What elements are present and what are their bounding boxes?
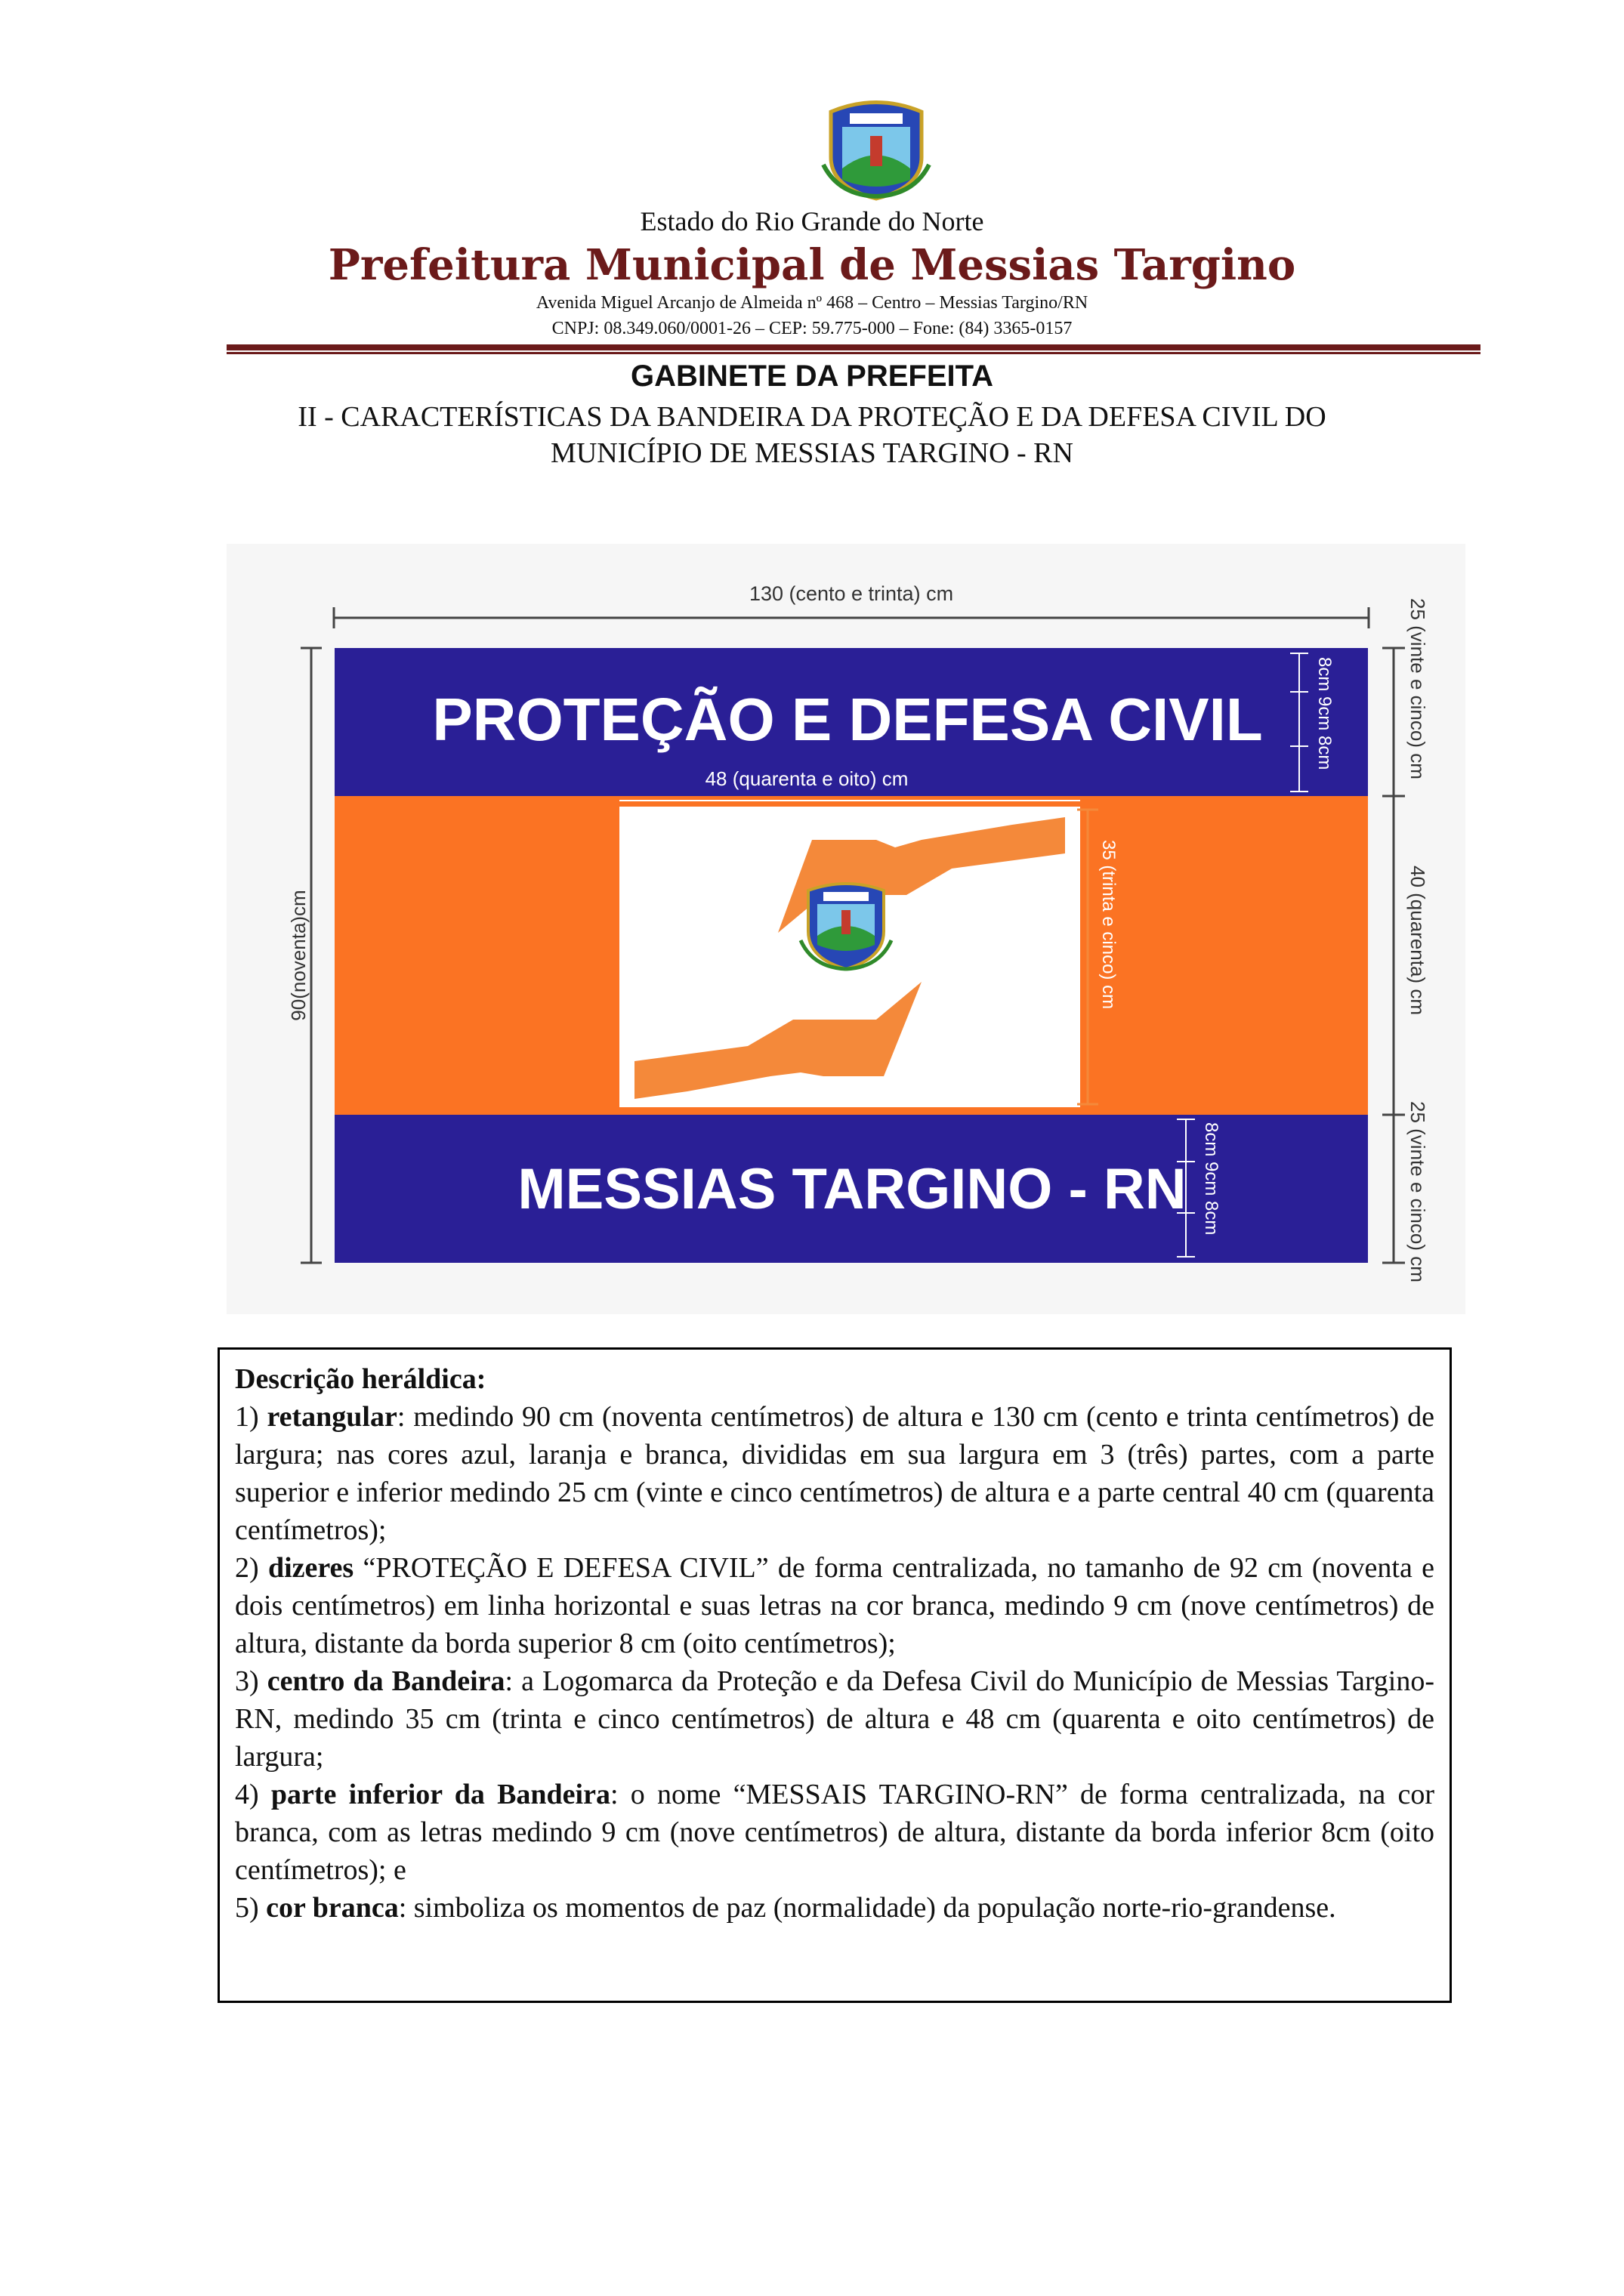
header-rule-thick	[227, 344, 1480, 350]
description-item: 4) parte inferior da Bandeira: o nome “MESSAIS TARGINO-RN” de forma centralizada, na cor branca, com as letras medindo 9 cm (nove centímetros) de altura, distante da borda inferior 8cm (oito centímetros); e	[235, 1779, 1434, 1886]
section-subtitle-line2: MUNICÍPIO DE MESSIAS TARGINO - RN	[551, 437, 1073, 469]
heraldic-description-box	[218, 1347, 1452, 2003]
flag-crest-icon	[801, 884, 891, 969]
description-item: 2) dizeres “PROTEÇÃO E DEFESA CIVIL” de forma centralizada, no tamanho de 92 cm (noventa e dois centímetros) em linha horizontal e suas letras na cor branca, medindo 9 cm (nove centímetros) de altura, distante da borda superior 8 cm (oito centímetros);	[235, 1552, 1434, 1659]
prefecture-title: Prefeitura Municipal de Messias Targino	[328, 240, 1296, 290]
logo-width-label: 48 (quarenta e oito) cm	[705, 767, 909, 790]
section-title: GABINETE DA PREFEITA	[630, 360, 994, 393]
header-rule-thin	[227, 352, 1480, 354]
description-item: 1) retangular: medindo 90 cm (noventa centímetros) de altura e 130 cm (cento e trinta centímetros) de largura; nas cores azul, laranja e branca, divididas em sua largura em 3 (três) partes, com a parte superior e inferior medindo 25 cm (vinte e cinco centímetros) de altura e a parte central 40 cm (quarenta centímetros);	[235, 1401, 1434, 1546]
section-subtitle-line1: II - CARACTERÍSTICAS DA BANDEIRA DA PROTEÇÃO E DA DEFESA CIVIL DO	[298, 401, 1326, 433]
municipal-crest-icon	[808, 97, 944, 202]
address-line: Avenida Miguel Arcanjo de Almeida nº 468 – Centro – Messias Targino/RN	[536, 293, 1088, 313]
top-band-dim-label: 25 (vinte e cinco) cm	[1406, 598, 1429, 779]
width-dimension-label: 130 (cento e trinta) cm	[749, 582, 954, 605]
middle-band-dim-label: 40 (quarenta) cm	[1406, 866, 1429, 1015]
state-name: Estado do Rio Grande do Norte	[640, 206, 984, 236]
flag-diagram	[227, 544, 1465, 1314]
description-heading: Descrição heráldica:	[235, 1363, 486, 1395]
flag-bottom-text: MESSIAS TARGINO - RN	[517, 1157, 1187, 1221]
top-inner-dim-label: 8cm 9cm 8cm	[1314, 657, 1335, 770]
description-item: 3) centro da Bandeira: a Logomarca da Proteção e da Defesa Civil do Município de Messias Targino-RN, medindo 35 cm (trinta e cinco centímetros) de altura e 48 cm (quarenta e oito centímetros) de largura;	[235, 1665, 1435, 1773]
logo-height-label: 35 (trinta e cinco) cm	[1098, 840, 1119, 1010]
bottom-inner-dim-label: 8cm 9cm 8cm	[1201, 1122, 1221, 1236]
height-dimension-label: 90(noventa)cm	[287, 890, 310, 1021]
description-item: 5) cor branca: simboliza os momentos de paz (normalidade) da população norte-rio-grandense.	[235, 1892, 1336, 1924]
bottom-band-dim-label: 25 (vinte e cinco) cm	[1406, 1101, 1429, 1282]
flag-top-text: PROTEÇÃO E DEFESA CIVIL	[432, 686, 1263, 753]
flag-diagram-svg	[227, 544, 1465, 1314]
cnpj-line: CNPJ: 08.349.060/0001-26 – CEP: 59.775-000 – Fone: (84) 3365-0157	[551, 319, 1073, 338]
